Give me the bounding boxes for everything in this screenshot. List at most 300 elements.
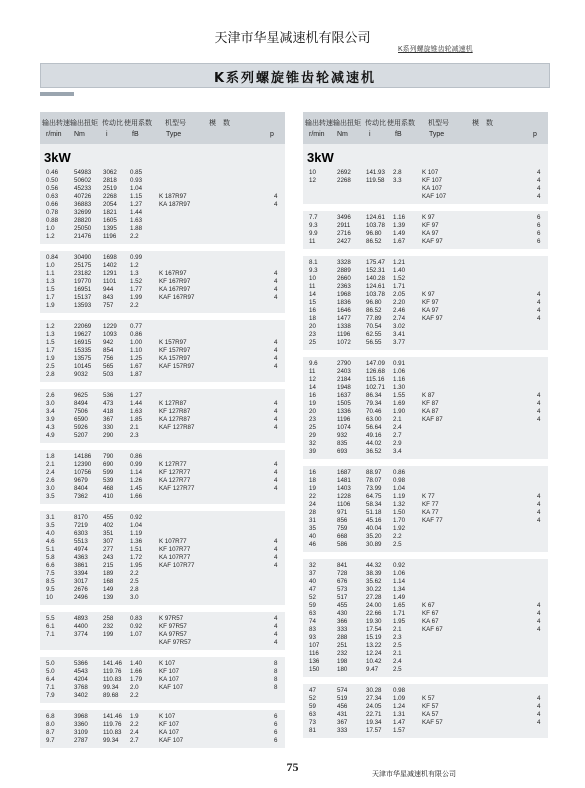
table-cell: 14 (309, 291, 316, 298)
table-cell: 2.5 (393, 642, 402, 649)
table-cell: 932 (337, 432, 348, 439)
table-row (40, 363, 285, 371)
table-cell: 1.04 (130, 522, 143, 529)
table-cell: 4 (537, 185, 541, 192)
table-cell: K 97R57 (159, 615, 184, 622)
banner-title: K系列螺旋锥齿轮减速机 (213, 71, 377, 86)
table-cell: 3861 (74, 562, 88, 569)
table-cell: 8170 (74, 514, 88, 521)
table-cell: 46 (309, 541, 316, 548)
table-cell: 22069 (74, 323, 92, 330)
table-cell: 539 (103, 477, 114, 484)
table-row (40, 554, 285, 562)
table-cell: KF 97R57 (159, 623, 187, 630)
table-cell: 40 (309, 533, 316, 540)
table-cell: 83 (309, 626, 316, 633)
table-cell: KAF 167R97 (159, 294, 195, 301)
table-cell: KA 127R87 (159, 416, 191, 423)
table-row (303, 416, 548, 424)
table-cell: 6.8 (46, 713, 55, 720)
table-cell: 2.2 (393, 533, 402, 540)
table-cell: 199 (103, 631, 114, 638)
table-cell: 56.55 (366, 339, 382, 346)
table-cell: 8.1 (309, 259, 318, 266)
table-cell: 54983 (74, 169, 92, 176)
table-row (303, 517, 548, 525)
table-cell: 1.47 (393, 719, 406, 726)
table-cell: 2.6 (46, 392, 55, 399)
table-cell: 70.46 (366, 408, 382, 415)
table-cell: 0.93 (130, 177, 143, 184)
table-cell: KAF 107 (422, 193, 447, 200)
table-cell: 4 (274, 278, 278, 285)
table-cell: 215 (103, 562, 114, 569)
table-row (303, 719, 548, 727)
table-cell: 189 (103, 570, 114, 577)
table-cell: 8404 (74, 485, 88, 492)
table-cell: 4 (274, 416, 278, 423)
group-separator (303, 350, 548, 357)
model-group (40, 450, 285, 504)
table-cell: 96.80 (366, 299, 382, 306)
table-cell: 13575 (74, 355, 92, 362)
table-cell: 126.68 (366, 368, 385, 375)
header-unit: i (106, 131, 108, 138)
table-cell: 2.1 (393, 626, 402, 633)
table-row (40, 594, 285, 602)
power-section (303, 144, 548, 738)
table-row (303, 727, 548, 735)
table-cell: 1.44 (130, 400, 143, 407)
table-row (40, 586, 285, 594)
table-cell: 2.8 (130, 586, 139, 593)
table-cell: K 57 (422, 695, 435, 702)
table-row (303, 291, 548, 299)
table-cell: 573 (337, 586, 348, 593)
table-cell: 14 (309, 384, 316, 391)
table-cell: 243 (103, 554, 114, 561)
table-row (303, 578, 548, 586)
table-cell: 141.46 (103, 713, 122, 720)
table-cell: 4 (274, 193, 278, 200)
table-cell: 2.2 (130, 233, 139, 240)
table-cell: 4 (274, 554, 278, 561)
table-cell: KA 157R97 (159, 355, 191, 362)
table-cell: 58.34 (366, 501, 382, 508)
table-cell: 5.5 (46, 615, 55, 622)
table-cell: 2790 (337, 360, 351, 367)
table-cell: 468 (103, 485, 114, 492)
table-cell: 6 (274, 713, 278, 720)
header-label: 输出扭矩 (333, 120, 361, 127)
header-label: 数 (486, 120, 493, 127)
page-title: 天津市华星减速机有限公司 (214, 31, 371, 46)
group-separator (303, 249, 548, 256)
table-cell: 1.3 (130, 270, 139, 277)
header-label: 使用系数 (387, 120, 415, 127)
table-cell: 22 (309, 493, 316, 500)
table-cell: 4204 (74, 676, 88, 683)
header-label: 传动比 (102, 120, 123, 127)
table-row (40, 469, 285, 477)
table-cell: 2.4 (130, 729, 139, 736)
table-cell: 519 (337, 695, 348, 702)
table-cell: KF 107 (159, 668, 179, 675)
table-cell: 103.78 (366, 222, 385, 229)
table-cell: 28 (309, 509, 316, 516)
table-cell: 1.72 (130, 554, 143, 561)
table-cell: 5513 (74, 538, 88, 545)
table-cell: 5.1 (46, 546, 55, 553)
table-row (40, 522, 285, 530)
header-unit: p (533, 131, 537, 138)
table-cell: 6.6 (46, 562, 55, 569)
table-cell: 12 (309, 376, 316, 383)
table-cell: 565 (103, 363, 114, 370)
table-cell: 10 (46, 594, 53, 601)
table-row (303, 424, 548, 432)
table-cell: 1.06 (393, 368, 406, 375)
table-cell: 0.91 (393, 360, 406, 367)
table-cell: 288 (337, 634, 348, 641)
table-cell: 50602 (74, 177, 92, 184)
table-cell: 9.9 (309, 230, 318, 237)
table-row (40, 737, 285, 745)
table-cell: 1.39 (393, 222, 406, 229)
table-cell: 9.3 (309, 267, 318, 274)
table-cell: 0.88 (46, 217, 59, 224)
table-cell: 3.4 (46, 408, 55, 415)
table-cell: 16915 (74, 339, 92, 346)
table-cell: 2.4 (393, 658, 402, 665)
table-cell: 856 (337, 517, 348, 524)
table-row (303, 610, 548, 618)
table-cell: 5926 (74, 424, 88, 431)
table-row (40, 461, 285, 469)
table-cell: 16 (309, 469, 316, 476)
table-row (303, 440, 548, 448)
group-separator (40, 650, 285, 657)
table-cell: 1338 (337, 323, 351, 330)
table-cell: 251 (337, 642, 348, 649)
table-cell: 455 (103, 514, 114, 521)
table-cell: 45233 (74, 185, 92, 192)
table-row (40, 347, 285, 355)
table-cell: 843 (103, 294, 114, 301)
table-cell: 16 (309, 392, 316, 399)
table-cell: 366 (337, 618, 348, 625)
table-cell: 756 (103, 355, 114, 362)
table-cell: 1196 (337, 416, 351, 423)
table-cell: 1.92 (393, 525, 406, 532)
table-row (40, 538, 285, 546)
table-row (303, 275, 548, 283)
table-cell: 1.27 (130, 392, 143, 399)
table-cell: KA 107 (159, 676, 179, 683)
table-cell: 2.2 (130, 302, 139, 309)
table-cell: 22.71 (366, 711, 382, 718)
table-cell: 4 (537, 602, 541, 609)
table-cell: 0.83 (130, 615, 143, 622)
table-cell: 3402 (74, 692, 88, 699)
table-cell: KAF 107 (159, 684, 184, 691)
table-cell: 1.67 (393, 238, 406, 245)
model-group (40, 710, 285, 748)
section-title: 3kW (44, 150, 71, 165)
table-cell: 1.34 (393, 586, 406, 593)
table-cell: 1.66 (130, 668, 143, 675)
table-cell: 2660 (337, 275, 351, 282)
table-row (40, 660, 285, 668)
table-row (303, 193, 548, 201)
table-row (303, 408, 548, 416)
table-cell: 2.46 (393, 307, 406, 314)
table-row (40, 729, 285, 737)
table-cell: 4 (274, 347, 278, 354)
table-cell: 6.4 (46, 676, 55, 683)
table-cell: 290 (103, 432, 114, 439)
header-unit: r/min (309, 131, 325, 138)
title-banner (40, 63, 550, 88)
table-cell: 1698 (103, 254, 117, 261)
table-cell: 307 (103, 538, 114, 545)
table-cell: 1228 (337, 493, 351, 500)
table-cell: 1.04 (130, 185, 143, 192)
table-cell: 1072 (337, 339, 351, 346)
table-cell: 0.50 (46, 177, 59, 184)
table-cell: 23 (309, 331, 316, 338)
table-cell: 19 (309, 400, 316, 407)
table-cell: 4 (537, 618, 541, 625)
table-cell: 1948 (337, 384, 351, 391)
table-cell: 38.39 (366, 570, 382, 577)
table-row (303, 315, 548, 323)
table-cell: 0.98 (393, 477, 406, 484)
section-title: 3kW (307, 150, 334, 165)
table-cell: 3.41 (393, 331, 406, 338)
table-cell: 1.5 (46, 339, 55, 346)
table-cell: 56.64 (366, 424, 382, 431)
table-cell: KF 87 (422, 400, 439, 407)
table-cell: 6 (537, 238, 541, 245)
footer-company: 天津市华星减速机有限公司 (372, 771, 456, 778)
table-cell: 63.00 (366, 416, 382, 423)
model-group (303, 684, 548, 738)
table-cell: 1.69 (393, 400, 406, 407)
table-row (303, 368, 548, 376)
table-cell: 2.8 (393, 169, 402, 176)
table-cell: 119.58 (366, 177, 385, 184)
table-cell: 0.63 (46, 193, 59, 200)
table-cell: 15137 (74, 294, 92, 301)
table-row (303, 307, 548, 315)
table-cell: 431 (337, 711, 348, 718)
table-cell: 19 (309, 485, 316, 492)
table-cell: 1.7 (46, 347, 55, 354)
table-cell: K 67 (422, 602, 435, 609)
table-row (303, 501, 548, 509)
table-cell: 3394 (74, 570, 88, 577)
table-cell: 4 (274, 355, 278, 362)
table-row (40, 217, 285, 225)
table-cell: 1.09 (393, 695, 406, 702)
table-cell: 175.47 (366, 259, 385, 266)
table-cell: 99.34 (103, 684, 119, 691)
table-cell: 2.5 (393, 666, 402, 673)
table-cell: 2.1 (393, 650, 402, 657)
table-cell: 4 (537, 416, 541, 423)
table-cell: 36.52 (366, 448, 382, 455)
table-cell: 1.00 (130, 339, 143, 346)
table-cell: 0.99 (130, 254, 143, 261)
table-cell: 7362 (74, 493, 88, 500)
table-cell: 35.20 (366, 533, 382, 540)
table-row (303, 666, 548, 674)
table-row (303, 400, 548, 408)
table-cell: 19.34 (366, 719, 382, 726)
table-cell: 1.2 (46, 323, 55, 330)
table-cell: 2.2 (130, 721, 139, 728)
table-row (40, 209, 285, 217)
table-cell: 2.1 (130, 424, 139, 431)
table-cell: 4 (274, 639, 278, 646)
table-cell: 73 (309, 719, 316, 726)
table-cell: 4 (274, 286, 278, 293)
header-label: 输出扭矩 (70, 120, 98, 127)
table-cell: 30.28 (366, 687, 382, 694)
table-cell: 2519 (103, 185, 117, 192)
table-cell: 1.95 (393, 618, 406, 625)
table-cell: 39 (309, 448, 316, 455)
table-cell: 5366 (74, 660, 88, 667)
table-cell: 3496 (337, 214, 351, 221)
table-row (303, 650, 548, 658)
table-cell: 1.27 (130, 201, 143, 208)
table-cell: 49.16 (366, 432, 382, 439)
table-cell: 0.84 (46, 254, 59, 261)
header-label: 输出转速 (42, 120, 70, 127)
table-cell: KAF 87 (422, 416, 443, 423)
table-row (303, 222, 548, 230)
table-cell: 944 (103, 286, 114, 293)
table-cell: 40 (309, 578, 316, 585)
table-cell: 3.0 (46, 400, 55, 407)
table-cell: 4.3 (46, 424, 55, 431)
table-cell: 942 (103, 339, 114, 346)
table-cell: K 167R97 (159, 270, 187, 277)
table-cell: K 97 (422, 291, 435, 298)
table-cell: 9.5 (46, 586, 55, 593)
table-row (40, 692, 285, 700)
table-cell: 180 (337, 666, 348, 673)
table-cell: 4 (537, 610, 541, 617)
table-cell: 1.71 (393, 283, 406, 290)
table-cell: 1.10 (130, 347, 143, 354)
table-cell: 2676 (74, 586, 88, 593)
table-row (303, 626, 548, 634)
table-cell: 10 (309, 275, 316, 282)
table-row (40, 331, 285, 339)
table-row (40, 270, 285, 278)
group-separator (303, 459, 548, 466)
table-cell: 0.92 (393, 562, 406, 569)
table-row (40, 302, 285, 310)
table-cell: 140.28 (366, 275, 385, 282)
table-row (303, 392, 548, 400)
table-cell: 5207 (74, 432, 88, 439)
table-cell: 418 (103, 408, 114, 415)
model-group (40, 389, 285, 443)
table-cell: 1481 (337, 477, 351, 484)
table-cell: 4893 (74, 615, 88, 622)
table-cell: 2692 (337, 169, 351, 176)
table-cell: 1.25 (130, 355, 143, 362)
table-header (303, 112, 548, 144)
table-cell: 10756 (74, 469, 92, 476)
table-cell: 96.80 (366, 230, 382, 237)
table-cell: 7.1 (46, 684, 55, 691)
table-row (40, 477, 285, 485)
table-cell: KA 107 (159, 729, 179, 736)
model-group (40, 251, 285, 313)
table-cell: 15 (309, 299, 316, 306)
table-cell: 2716 (337, 230, 351, 237)
header-label: 数 (223, 120, 230, 127)
table-cell: 4 (537, 169, 541, 176)
table-row (40, 408, 285, 416)
table-cell: 102.71 (366, 384, 385, 391)
table-cell: 6.1 (46, 623, 55, 630)
table-row (40, 453, 285, 461)
table-cell: 77.89 (366, 315, 382, 322)
table-cell: 149 (103, 586, 114, 593)
table-cell: KA 57 (422, 711, 439, 718)
table-row (303, 432, 548, 440)
table-row (40, 546, 285, 554)
table-cell: 2.4 (46, 469, 55, 476)
table-cell: 2268 (103, 193, 117, 200)
table-cell: 668 (337, 533, 348, 540)
table-cell: 1.5 (46, 286, 55, 293)
table-cell: 3.02 (393, 323, 406, 330)
table-cell: 0.99 (130, 461, 143, 468)
table-cell: 63 (309, 711, 316, 718)
table-cell: 4974 (74, 546, 88, 553)
table-cell: 2.9 (393, 440, 402, 447)
table-cell: 24 (309, 501, 316, 508)
table-row (40, 233, 285, 241)
table-cell: 28820 (74, 217, 92, 224)
table-cell: 1.9 (46, 355, 55, 362)
table-cell: 410 (103, 493, 114, 500)
table-row (303, 687, 548, 695)
table-cell: KF 127R87 (159, 408, 191, 415)
header-unit: Nm (74, 131, 85, 138)
table-cell: KF 157R97 (159, 347, 191, 354)
table-cell: 25 (309, 424, 316, 431)
table-row (40, 392, 285, 400)
header-label: 传动比 (365, 120, 386, 127)
table-row (303, 525, 548, 533)
table-cell: 11 (309, 238, 316, 245)
table-cell: 1.26 (130, 477, 143, 484)
table-cell: 6 (274, 721, 278, 728)
table-cell: 232 (337, 650, 348, 657)
table-row (40, 294, 285, 302)
table-row (40, 562, 285, 570)
table-row (40, 570, 285, 578)
table-cell: KAF 127R77 (159, 485, 195, 492)
